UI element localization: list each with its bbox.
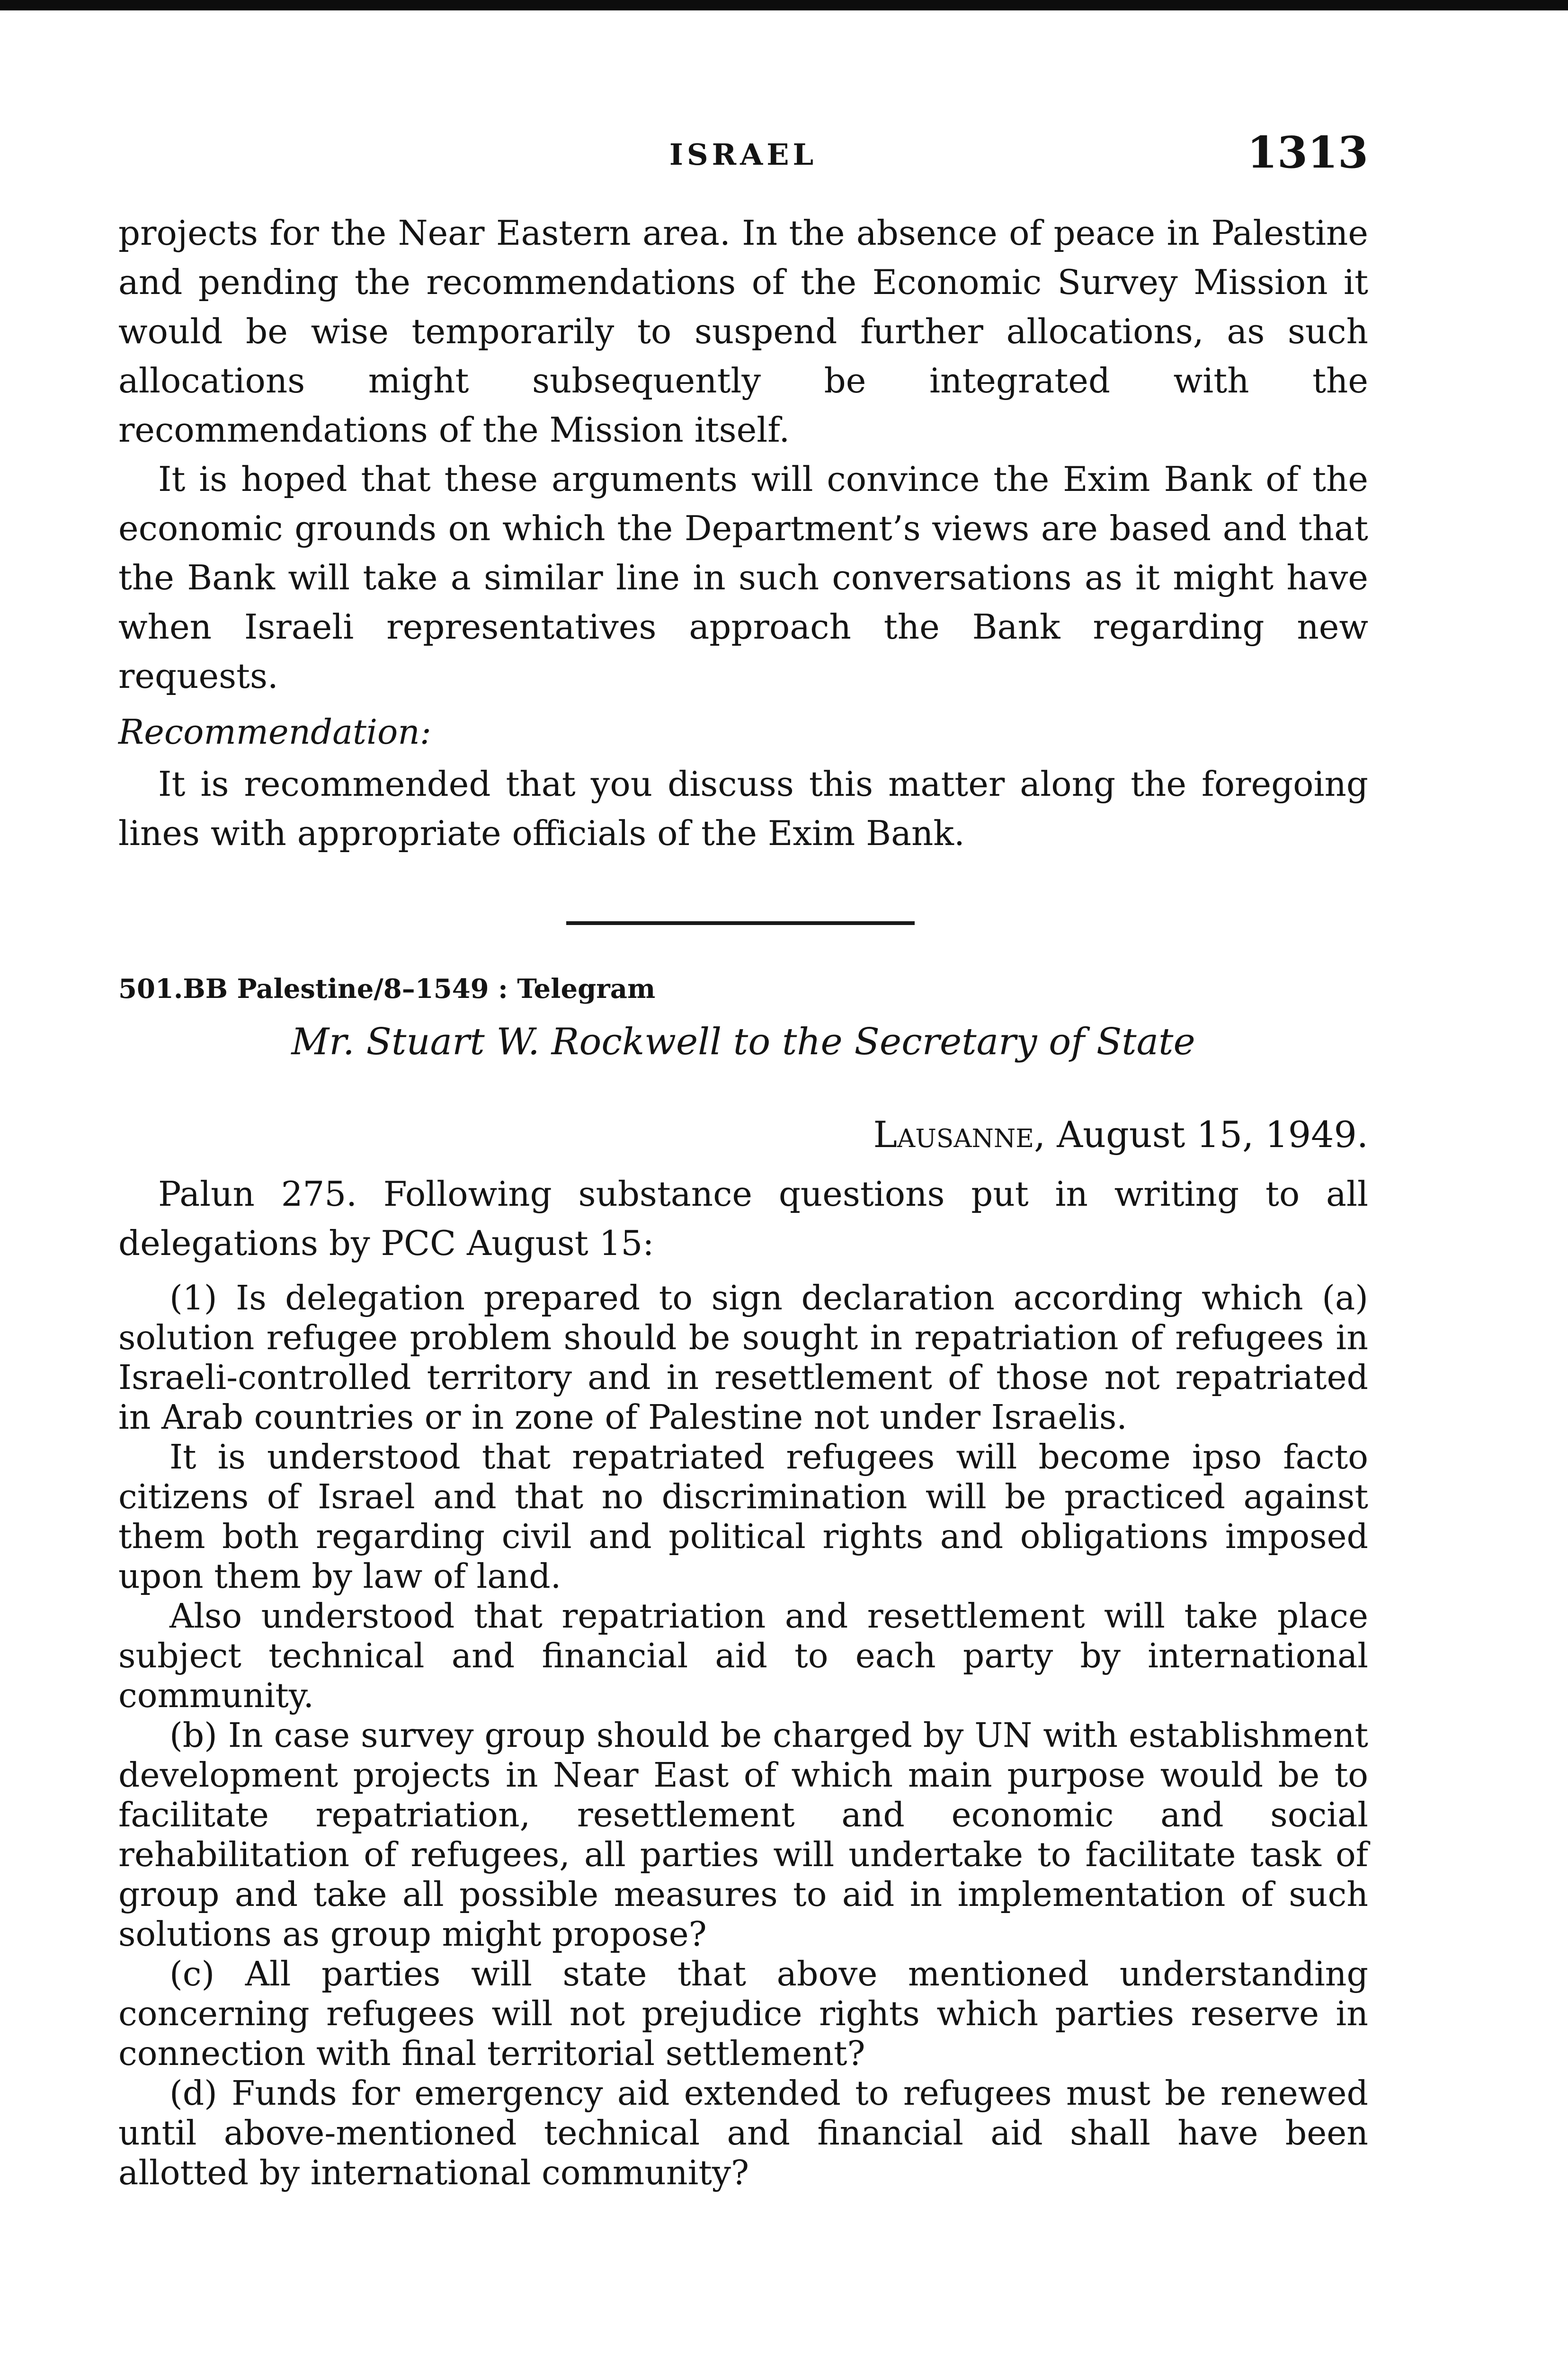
telegram-intro: [118, 1169, 1368, 1268]
item-b: (b) In case survey group should be charged by UN with establishment development projects in Near East of which main purpose would be to facilitate repatriation, resettlement and economic and social rehabilitation of refugees, all parties will undertake to facilitate task of group and take all possible measures to aid in implementation of such solutions as group might propose?: [118, 1716, 1368, 1954]
dateline: [118, 1113, 1368, 1156]
page-header: [118, 127, 1368, 188]
running-title: ISRAEL: [669, 137, 818, 172]
recommendation-text: It is recommended that you discuss this matter along the foregoing lines with appropriate officials of the Exim Bank.: [118, 764, 1368, 853]
item-1-understanding: It is understood that repatriated refugees will become ipso facto citizens of Israel and that no discrimination will be practiced against them both regarding civil and political rights and obligations imposed upon them by law of land.: [118, 1437, 1368, 1596]
document-title: Mr. Stuart W. Rockwell to the Secretary of State: [291, 1021, 1195, 1063]
memo-paragraph-2: It is hoped that these arguments will convince the Exim Bank of the economic grounds on which the Department’s views are based and that the Bank will take a similar line in such conversations as it might have when Israeli representatives approach the Bank regarding new requests.: [118, 459, 1368, 696]
telegram-items: [118, 1278, 1368, 2193]
section-divider: [566, 921, 915, 925]
page-number: 1313: [1247, 127, 1368, 178]
dateline-date: , August 15, 1949.: [1033, 1113, 1368, 1156]
file-reference: 501.BB Palestine/8–1549 : Telegram: [118, 973, 656, 1005]
item-1: (1) Is delegation prepared to sign declaration according which (a) solution refugee problem should be sought in repatriation of refugees in Israeli-controlled territory and in resettlement of those not repatriated in Arab countries or in zone of Palestine not under Israelis.: [118, 1278, 1368, 1437]
top-border-rule: [0, 0, 1568, 10]
telegram-intro-text: Palun 275. Following substance questions put in writing to all delegations by PCC August 15:: [118, 1174, 1368, 1263]
dateline-place: Lausanne: [873, 1113, 1034, 1156]
item-d: (d) Funds for emergency aid extended to refugees must be renewed until above-mentioned technical and financial aid shall have been allotted by international community?: [118, 2073, 1368, 2192]
item-1-also: Also understood that repatriation and resettlement will take place subject technical and financial aid to each party by international community.: [118, 1596, 1368, 1715]
recommendation-heading: Recommendation:: [118, 712, 431, 752]
memo-body: [118, 208, 1368, 858]
item-c: (c) All parties will state that above mentioned understanding concerning refugees will not prejudice rights which parties reserve in connection with final territorial settlement?: [118, 1954, 1368, 2073]
memo-paragraph-1: projects for the Near Eastern area. In the absence of peace in Palestine and pending the recommendations of the Economic Survey Mission it would be wise temporarily to suspend further allocations, as such allocations might subsequently be integrated with the recommendations of the Mission itself.: [118, 213, 1368, 450]
